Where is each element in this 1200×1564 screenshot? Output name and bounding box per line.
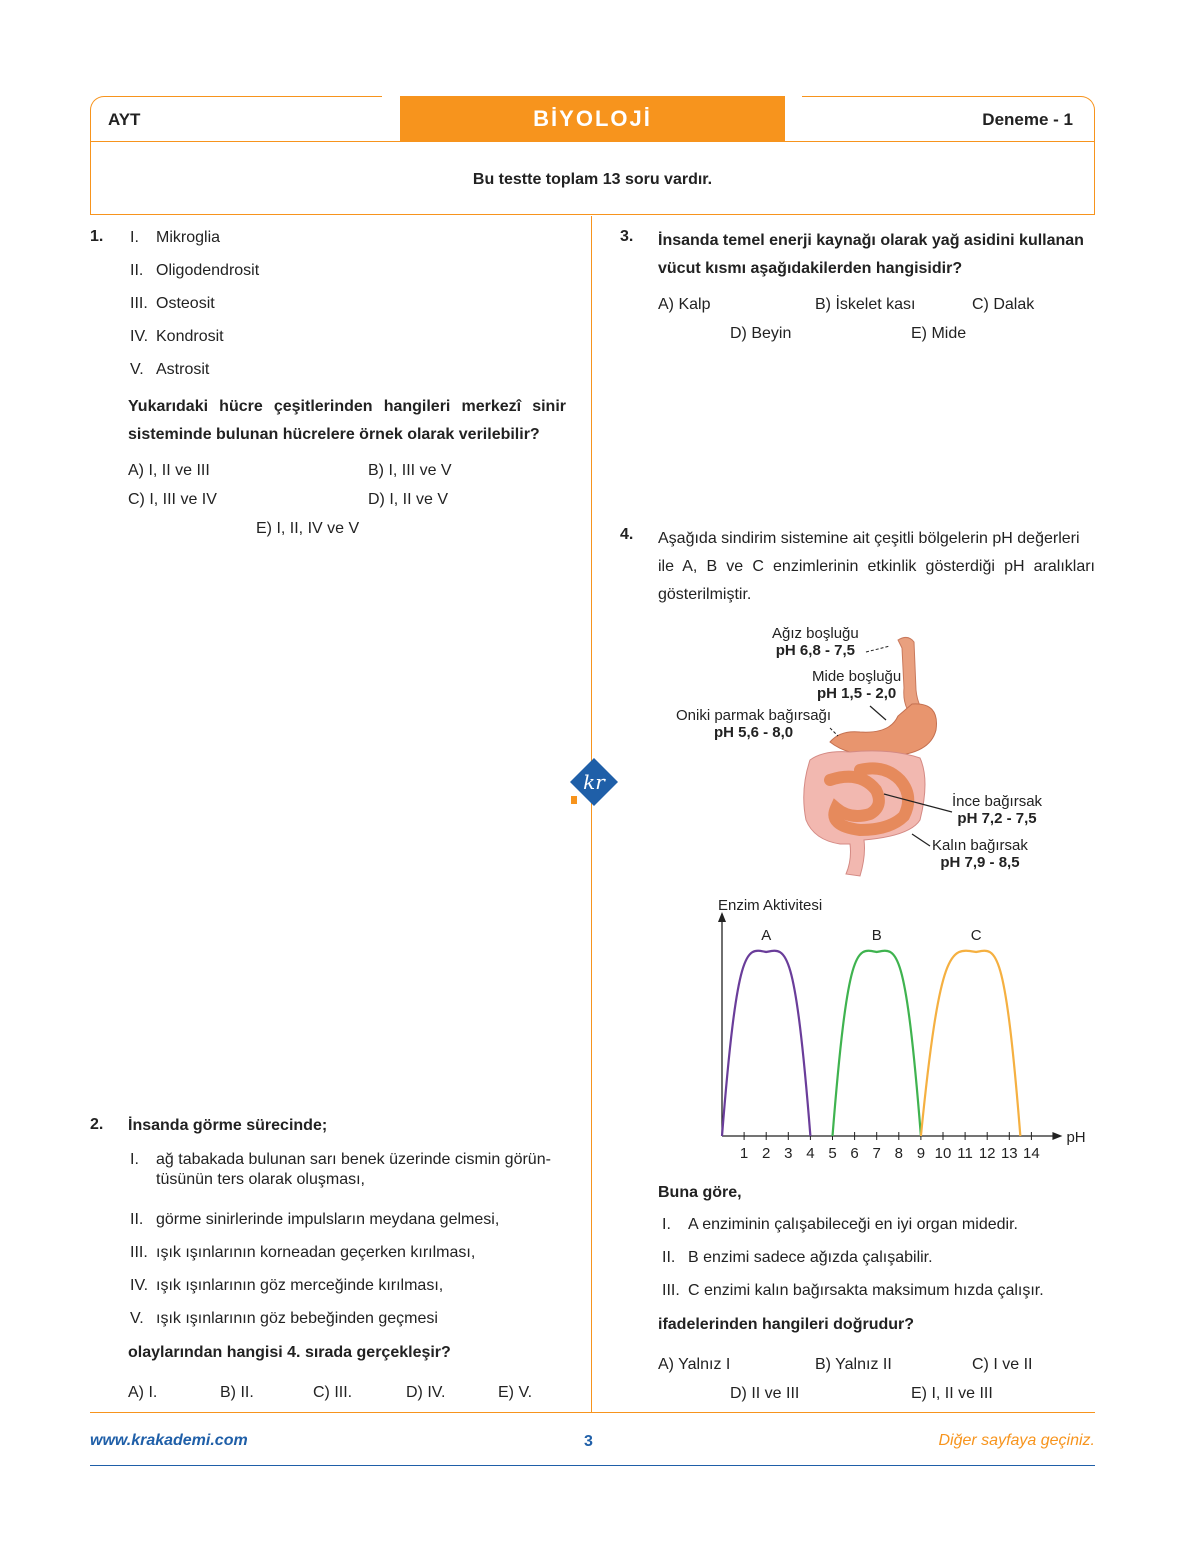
roman-numeral: III.	[662, 1282, 680, 1299]
q4-option-e[interactable]: E) I, II ve III	[911, 1385, 993, 1402]
roman-numeral: IV.	[130, 328, 149, 345]
q3-stem-line: vücut kısmı aşağıdakilerden hangisidir?	[658, 260, 963, 277]
q2-item-text: ışık ışınlarının korneadan geçerken kırılması,	[156, 1244, 476, 1261]
pointer-mouth	[866, 646, 890, 652]
footer-site-link[interactable]: www.krakademi.com	[90, 1432, 248, 1449]
roman-numeral: IV.	[130, 1277, 149, 1294]
x-tick-label: 6	[850, 1145, 859, 1162]
q2-stem: İnsanda görme sürecinde;	[128, 1117, 328, 1134]
q2-item-text: ışık ışınlarının göz merceğinde kırılması,	[156, 1277, 444, 1294]
q1-item-text: Oligodendrosit	[156, 262, 260, 279]
series-label-a: A	[761, 927, 772, 944]
organ-name: Ağız boşluğu	[772, 625, 859, 642]
x-tick-label: 2	[762, 1145, 771, 1162]
q2-item-text: görme sinirlerinde impulsların meydana gelmesi,	[156, 1211, 500, 1228]
q1-item-text: Osteosit	[156, 295, 215, 312]
organ-name: Kalın bağırsak	[932, 837, 1028, 854]
q2-item	[130, 1309, 551, 1342]
organ-ph: pH 1,5 - 2,0	[817, 685, 897, 702]
page-title: BİYOLOJİ	[533, 106, 652, 131]
q3-stem-line: İnsanda temel enerji kaynağı olarak yağ asidini kullanan	[658, 232, 1084, 249]
header-right-text: Deneme - 1	[982, 110, 1073, 129]
x-tick-label: 11	[957, 1145, 973, 1162]
q2-item-text: ışık ışınlarının göz bebeğinden geçmesi	[156, 1310, 438, 1327]
q1-item	[130, 261, 259, 294]
column-divider	[591, 216, 592, 1412]
q1-item-text: Mikroglia	[156, 229, 221, 246]
x-tick-label: 7	[872, 1145, 881, 1162]
q4-stem-line: gösterilmiştir.	[658, 586, 752, 603]
pointer-duodenum	[830, 728, 838, 736]
x-axis-arrow	[1052, 1132, 1062, 1140]
footer-top-rule	[90, 1412, 1095, 1413]
q2-item-list	[130, 1150, 551, 1342]
q1-option-c[interactable]: C) I, III ve IV	[128, 491, 217, 508]
q2-option-a[interactable]: A) I.	[128, 1384, 158, 1401]
q1-item-text: Kondrosit	[156, 328, 224, 345]
q4-stem-line: ile A, B ve C enzimlerinin etkinlik gösterdiği pH aralıkları	[658, 558, 1095, 575]
q2-option-c[interactable]: C) III.	[313, 1384, 353, 1401]
roman-numeral: III.	[130, 1244, 148, 1261]
q4-statement	[662, 1281, 1044, 1314]
q4-option-c[interactable]: C) I ve II	[972, 1356, 1033, 1373]
x-tick-label: 5	[828, 1145, 837, 1162]
q2-question: olaylarından hangisi 4. sırada gerçekleşir?	[128, 1344, 451, 1361]
q3-option-b[interactable]: B) İskelet kası	[815, 296, 916, 313]
organ-ph: pH 7,9 - 8,5	[940, 854, 1020, 871]
q4-question: ifadelerinden hangileri doğrudur?	[658, 1316, 915, 1333]
q3-option-e[interactable]: E) Mide	[911, 325, 967, 342]
q1-stem-line: Yukarıdaki hücre çeşitlerinden hangileri merkezî sinir	[128, 398, 566, 415]
q2-item	[130, 1276, 551, 1309]
pointer-large-intestine	[912, 834, 930, 846]
q4-statement	[662, 1215, 1044, 1248]
q4-statement	[662, 1248, 1044, 1281]
logo-text: kr	[583, 770, 605, 794]
q1-item	[130, 228, 259, 261]
q4-option-b[interactable]: B) Yalnız II	[815, 1356, 892, 1373]
x-tick-label: 4	[806, 1145, 815, 1162]
q2-item-text: tüsünün ters olarak oluşması,	[156, 1171, 365, 1188]
x-axis-label: pH	[1066, 1129, 1086, 1146]
q4-statement-text: A enziminin çalışabileceği en iyi organ midedir.	[688, 1216, 1018, 1233]
footer-next-page: Diğer sayfaya geçiniz.	[938, 1432, 1095, 1449]
series-line-a	[722, 951, 810, 1136]
q1-option-b[interactable]: B) I, III ve V	[368, 462, 452, 479]
roman-numeral: I.	[662, 1216, 671, 1233]
roman-numeral: I.	[130, 1151, 139, 1168]
q2-item	[130, 1210, 551, 1243]
series-label-b: B	[871, 927, 882, 944]
page-number: 3	[584, 1433, 593, 1450]
banner-text: Bu testte toplam 13 soru vardır.	[472, 171, 713, 188]
q3-option-a[interactable]: A) Kalp	[658, 296, 711, 313]
q2-item	[130, 1243, 551, 1276]
q1-item-text: Astrosit	[156, 361, 210, 378]
label-pointers	[790, 640, 970, 860]
series-line-c	[921, 951, 1020, 1136]
q2-option-d[interactable]: D) IV.	[406, 1384, 446, 1401]
y-axis-label: Enzim Aktivitesi	[718, 897, 823, 914]
q4-after: Buna göre,	[658, 1184, 742, 1201]
organ-name: Mide boşluğu	[812, 668, 902, 685]
x-tick-label: 3	[784, 1145, 793, 1162]
q1-number: 1.	[90, 228, 104, 245]
q3-option-c[interactable]: C) Dalak	[972, 296, 1035, 313]
q4-statement-text: C enzimi kalın bağırsakta maksimum hızda çalışır.	[688, 1282, 1044, 1299]
q2-option-b[interactable]: B) II.	[220, 1384, 254, 1401]
organ-name: İnce bağırsak	[952, 793, 1043, 810]
q2-option-e[interactable]: E) V.	[498, 1384, 533, 1401]
roman-numeral: III.	[130, 295, 148, 312]
organ-ph: pH 7,2 - 7,5	[957, 810, 1037, 827]
q4-number: 4.	[620, 526, 634, 543]
roman-numeral: V.	[130, 361, 144, 378]
x-tick-label: 12	[978, 1145, 996, 1162]
x-tick-label: 13	[1000, 1145, 1018, 1162]
logo-accent	[571, 796, 577, 804]
x-tick-label: 1	[739, 1145, 749, 1162]
header-left-text: AYT	[108, 110, 141, 129]
q1-option-d[interactable]: D) I, II ve V	[368, 491, 449, 508]
q1-stem-line: sisteminde bulunan hücrelere örnek olarak verilebilir?	[128, 426, 540, 443]
q1-item-list	[130, 228, 259, 393]
roman-numeral: II.	[130, 1211, 144, 1228]
q4-option-a[interactable]: A) Yalnız I	[658, 1356, 731, 1373]
x-tick-label: 8	[894, 1145, 903, 1162]
roman-numeral: I.	[130, 229, 139, 246]
q1-item	[130, 294, 259, 327]
x-tick-label: 14	[1023, 1145, 1040, 1162]
x-tick-label: 9	[916, 1145, 926, 1162]
q1-item	[130, 327, 259, 360]
q3-stem	[658, 227, 1095, 283]
q1-option-a[interactable]: A) I, II ve III	[128, 462, 210, 479]
series-line-b	[833, 951, 921, 1136]
q2-number: 2.	[90, 1116, 104, 1133]
q1-option-e[interactable]: E) I, II, IV ve V	[256, 520, 360, 537]
q1-item	[130, 360, 259, 393]
q2-item-text: ağ tabakada bulunan sarı benek üzerinde cismin görün-	[156, 1151, 551, 1168]
q4-stem-line: Aşağıda sindirim sistemine ait çeşitli bölgelerin pH değerleri	[658, 530, 1080, 547]
organ-ph: pH 5,6 - 8,0	[713, 724, 794, 741]
x-tick-label: 10	[934, 1145, 952, 1162]
q4-stem	[658, 525, 1095, 609]
q4-statement-text: B enzimi sadece ağızda çalışabilir.	[688, 1249, 933, 1266]
roman-numeral: II.	[130, 262, 144, 279]
q2-item	[130, 1150, 551, 1210]
roman-numeral: II.	[662, 1249, 676, 1266]
series-label-c: C	[970, 927, 982, 944]
organ-ph: pH 6,8 - 7,5	[775, 642, 855, 659]
organ-name: Oniki parmak bağırsağı	[676, 707, 832, 724]
roman-numeral: V.	[130, 1310, 144, 1327]
q3-option-d[interactable]: D) Beyin	[730, 325, 792, 342]
q3-number: 3.	[620, 228, 634, 245]
q1-stem	[128, 393, 566, 449]
footer-bottom-rule	[90, 1465, 1095, 1466]
pointer-small-intestine	[884, 794, 952, 812]
enzyme-activity-chart	[700, 892, 1100, 1167]
q4-statement-list	[662, 1215, 1044, 1314]
logo	[568, 756, 620, 808]
q4-option-d[interactable]: D) II ve III	[730, 1385, 800, 1402]
pointer-stomach	[870, 706, 886, 720]
